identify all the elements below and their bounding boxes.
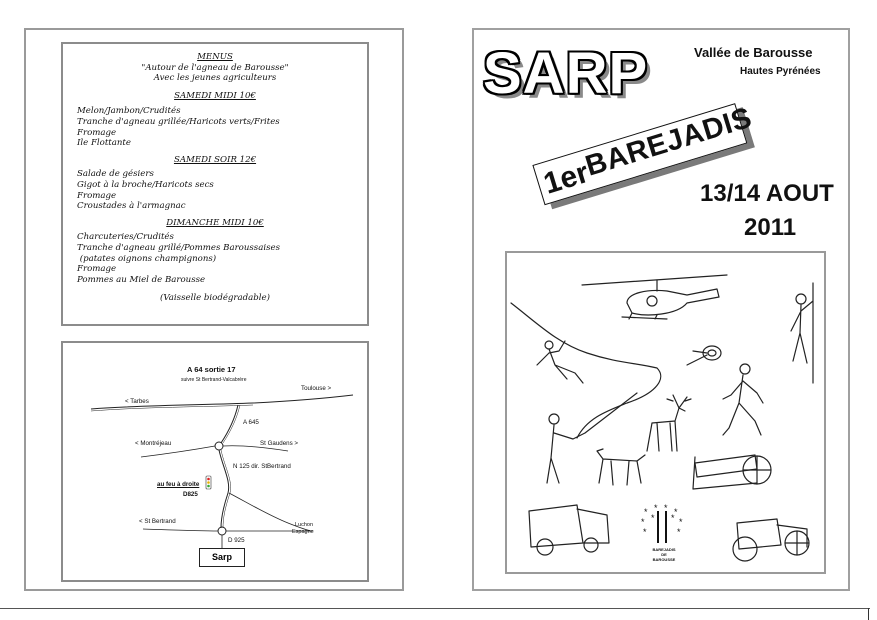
map-label-a645: A 645 [243, 419, 259, 426]
festival-logo-icon [641, 503, 683, 543]
tractor-drawing [733, 519, 809, 561]
map-label-toulouse: Toulouse > [301, 385, 332, 392]
menu-item: (patates oignons champignons) [77, 253, 217, 264]
menu-item: Salade de gésiers [77, 169, 154, 180]
svg-text:*: * [674, 507, 678, 517]
region-name: Hautes Pyrénées [740, 66, 821, 77]
climber-drawing [791, 283, 813, 383]
helicopter-drawing [582, 275, 727, 319]
event-prefix: 1er [539, 155, 593, 201]
menu-item: Croustades à l'armagnac [77, 201, 186, 212]
map-label-stgaudens: St Gaudens > [260, 440, 299, 447]
map-label-a64: A 64 sortie 17 [187, 365, 236, 374]
bottom-divider [0, 608, 870, 609]
machine-left-drawing [529, 505, 609, 555]
map-label-d825: D825 [183, 491, 198, 498]
menu-item: Tranche d'agneau grillée/Haricots verts/Frites [77, 116, 280, 127]
svg-text:*: * [644, 507, 648, 517]
map-label-tarbes: < Tarbes [125, 398, 149, 405]
section-heading: DIMANCHE MIDI 10€ [166, 217, 264, 228]
activities-illustration [507, 253, 824, 572]
logo-text-line: DE [661, 552, 667, 557]
cart-drawing [693, 455, 771, 489]
logo-text-line: BAROUSSE [652, 557, 676, 562]
menu-box [61, 42, 369, 326]
menu-item: Fromage [77, 190, 117, 201]
map-label-feu: au feu à droite [157, 481, 200, 488]
dog-drawing [597, 449, 645, 485]
menu-item: Tranche d'agneau grillé/Pommes Baroussaises [77, 242, 280, 253]
abseiler-drawing [537, 341, 583, 383]
fisherman-drawing [547, 393, 637, 483]
svg-text:*: * [651, 513, 655, 523]
map-label-espagne: Espagne [292, 529, 314, 535]
svg-text:*: * [654, 503, 658, 513]
menu-item: Gigot à la broche/Haricots secs [77, 179, 214, 190]
map-box [61, 341, 369, 582]
map-label-luchon: Luchon [295, 522, 314, 528]
map-destination-box: Sarp [199, 548, 245, 567]
illustration-box [505, 251, 826, 574]
map-label-d925: D 925 [228, 537, 245, 544]
event-dates: 13/14 AOUT [700, 180, 834, 207]
svg-text:*: * [679, 517, 683, 527]
menu-item: Melon/Jambon/Crudités [77, 106, 181, 117]
menu-subtitle: "Autour de l'agneau de Barousse" [141, 62, 289, 73]
menu-item: Charcuteries/Crudités [77, 232, 174, 243]
svg-text:*: * [664, 503, 668, 513]
svg-text:*: * [643, 527, 647, 537]
menu-item: Fromage [77, 264, 117, 275]
bottom-edge-mark [868, 608, 869, 620]
poster-title: SARP [483, 41, 649, 106]
map-label-montrejeau: < Montréjeau [135, 440, 172, 447]
menu-subtitle2: Avec les jeunes agriculteurs [153, 73, 277, 84]
target-drawing [687, 346, 721, 365]
svg-text:*: * [671, 513, 675, 523]
map-label-n125: N 125 dir. StBertrand [233, 463, 291, 470]
festival-logo-caption [634, 547, 694, 562]
map-label-follow: suivre St Bertrand-Valcabrère [181, 377, 247, 383]
deer-drawing [647, 395, 691, 451]
section-heading: SAMEDI MIDI 10€ [174, 90, 256, 101]
event-year: 2011 [744, 214, 797, 241]
event-name: BAREJADIS [581, 101, 756, 183]
valley-name: Vallée de Barousse [694, 45, 813, 60]
svg-text:*: * [677, 527, 681, 537]
runner-drawing [723, 364, 763, 435]
section-heading: SAMEDI SOIR 12€ [173, 154, 257, 165]
menu-footer: (Vaisselle biodégradable) [160, 293, 270, 304]
menu-item: Fromage [77, 127, 117, 138]
svg-text:*: * [641, 517, 645, 527]
menu-item: Ile Flottante [77, 138, 131, 149]
menu-item: Pommes au Miel de Barousse [77, 274, 206, 285]
menu-title: MENUS [197, 52, 233, 62]
map-label-stbertrand: < St Bertrand [139, 518, 176, 525]
logo-text-line: BAREJADIS [652, 547, 676, 552]
